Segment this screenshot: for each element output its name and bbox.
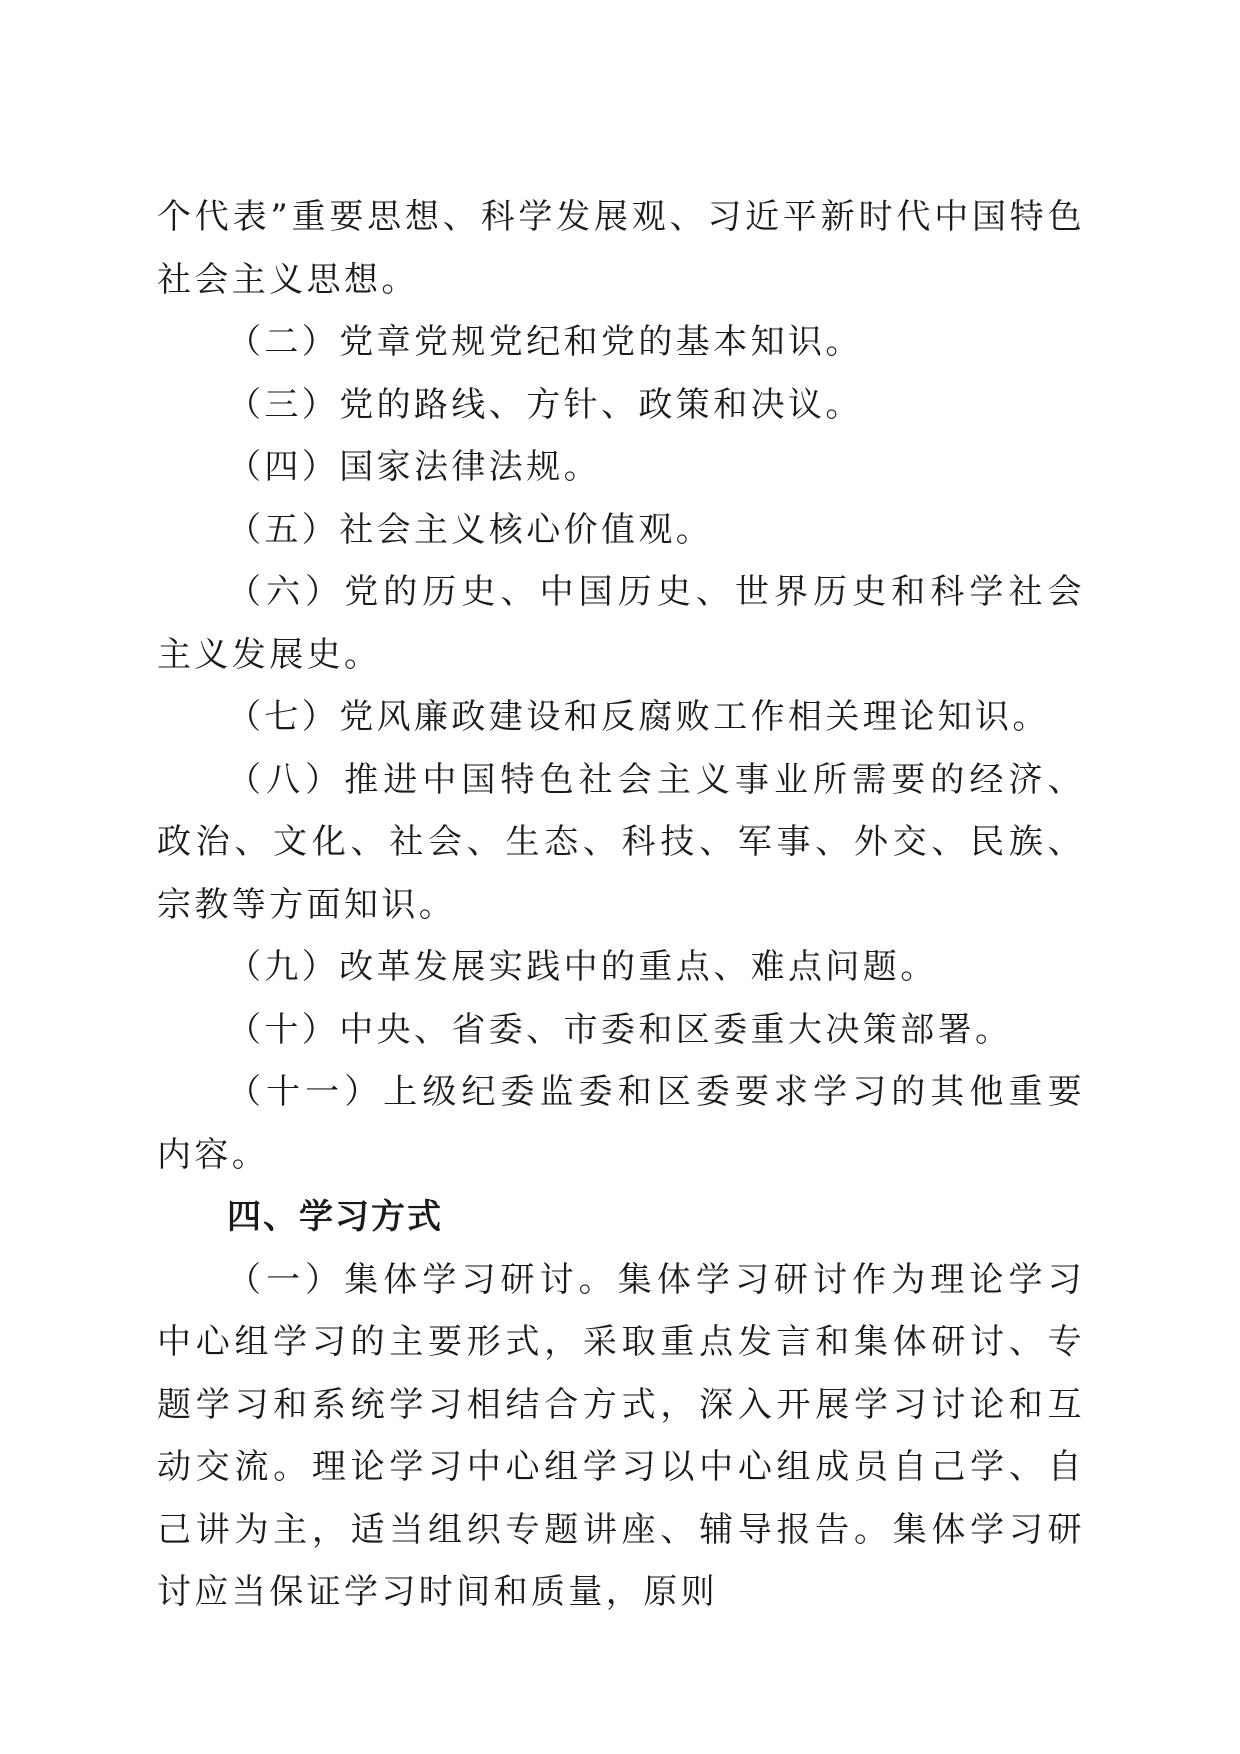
- list-item-6: （六）党的历史、中国历史、世界历史和科学社会主义发展史。: [157, 572, 1085, 675]
- list-item-4: （四）国家法律法规。: [227, 447, 601, 487]
- list-item-3: （三）党的路线、方针、政策和决议。: [227, 384, 863, 425]
- list-item-8: （八）推进中国特色社会主义事业所需要的经济、政治、文化、社会、生态、科技、军事、外交、民族、宗教等方面知识。: [157, 759, 1085, 925]
- paragraph-collective-study: （一）集体学习研讨。集体学习研讨作为理论学习中心组学习的主要形式，采取重点发言和集体研讨、专题学习和系统学习相结合方式，深入开展学习讨论和互动交流。理论学习中心组学习以中心组成员自己学、自己讲为主，适当组织专题讲座、辅导报告。集体学习研讨应当保证学习时间和质量，原则: [157, 1259, 1085, 1612]
- document-body: [157, 186, 1085, 1624]
- list-item-5: （五）社会主义核心价值观。: [227, 509, 714, 550]
- list-item-10: （十）中央、省委、市委和区委重大决策部署。: [227, 1009, 1013, 1050]
- list-item-9: （九）改革发展实践中的重点、难点问题。: [227, 947, 938, 987]
- list-item-7: （七）党风廉政建设和反腐败工作相关理论知识。: [227, 697, 1050, 737]
- section-heading: 四、学习方式: [227, 1197, 443, 1237]
- list-item-2: （二）党章党规党纪和党的基本知识。: [227, 322, 863, 362]
- list-item-11: （十一）上级纪委监委和区委要求学习的其他重要内容。: [157, 1072, 1085, 1175]
- paragraph-continuation: 个代表”重要思想、科学发展观、习近平新时代中国特色社会主义思想。: [157, 197, 1085, 300]
